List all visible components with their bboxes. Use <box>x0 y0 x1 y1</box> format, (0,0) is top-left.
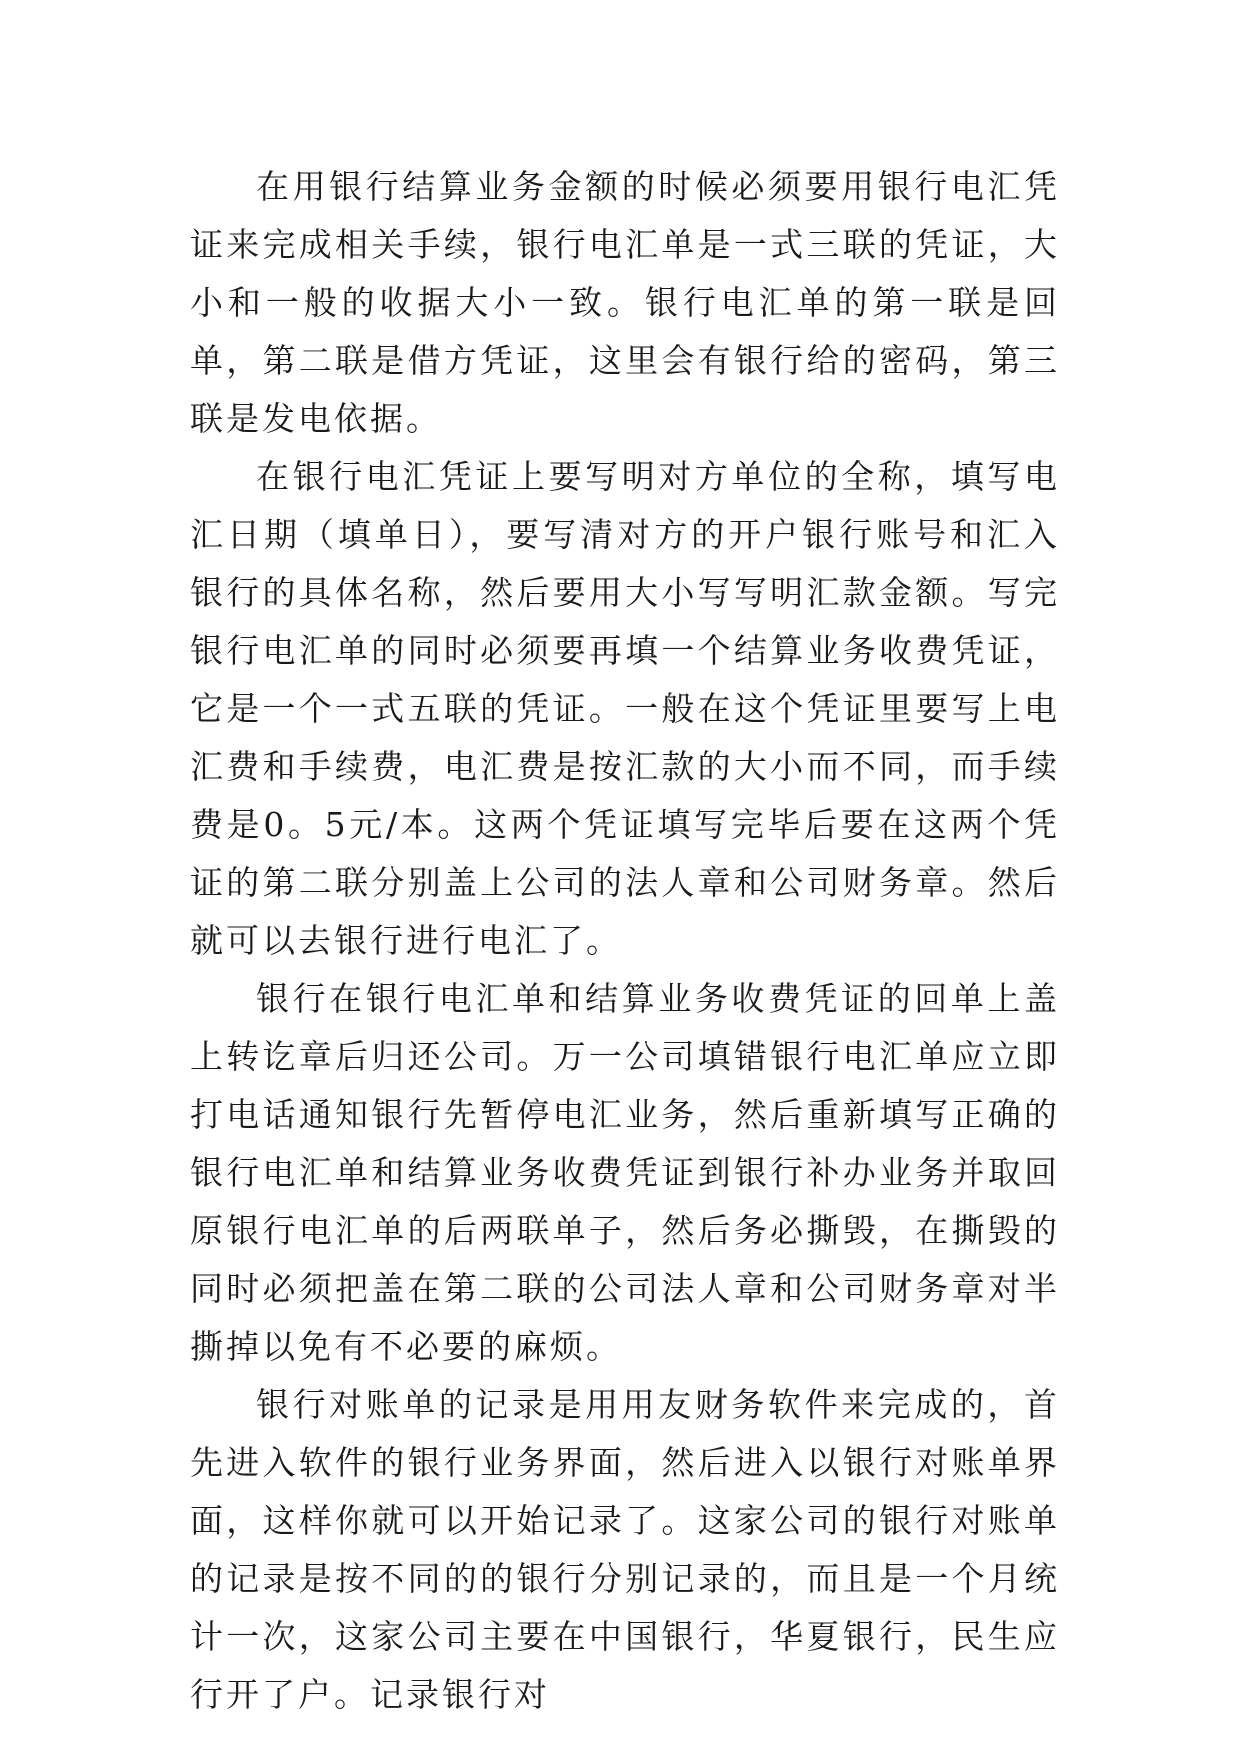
paragraph-3: 银行在银行电汇单和结算业务收费凭证的回单上盖上转讫章后归还公司。万一公司填错银行电汇单应立即打电话通知银行先暂停电汇业务，然后重新填写正确的银行电汇单和结算业务收费凭证到银行补办业务并取回原银行电汇单的后两联单子，然后务必撕毁，在撕毁的同时必须把盖在第二联的公司法人章和公司财务章对半撕掉以免有不必要的麻烦。 <box>190 979 1060 1366</box>
paragraph-1: 在用银行结算业务金额的时候必须要用银行电汇凭证来完成相关手续，银行电汇单是一式三联的凭证，大小和一般的收据大小一致。银行电汇单的第一联是回单，第二联是借方凭证，这里会有银行给的密码，第三联是发电依据。 <box>190 167 1060 438</box>
paragraph-4: 银行对账单的记录是用用友财务软件来完成的，首先进入软件的银行业务界面，然后进入以银行对账单界面，这样你就可以开始记录了。这家公司的银行对账单的记录是按不同的的银行分别记录的，而且是一个月统计一次，这家公司主要在中国银行，华夏银行，民生应行开了户。记录银行对 <box>190 1385 1060 1714</box>
paragraph-2: 在银行电汇凭证上要写明对方单位的全称，填写电汇日期（填单日），要写清对方的开户银行账号和汇入银行的具体名称，然后要用大小写写明汇款金额。写完银行电汇单的同时必须要再填一个结算业务收费凭证，它是一个一式五联的凭证。一般在这个凭证里要写上电汇费和手续费，电汇费是按汇款的大小而不同，而手续费是0。5元/本。这两个凭证填写完毕后要在这两个凭证的第二联分别盖上公司的法人章和公司财务章。然后就可以去银行进行电汇了。 <box>190 457 1060 960</box>
body-text <box>190 158 1060 1724</box>
